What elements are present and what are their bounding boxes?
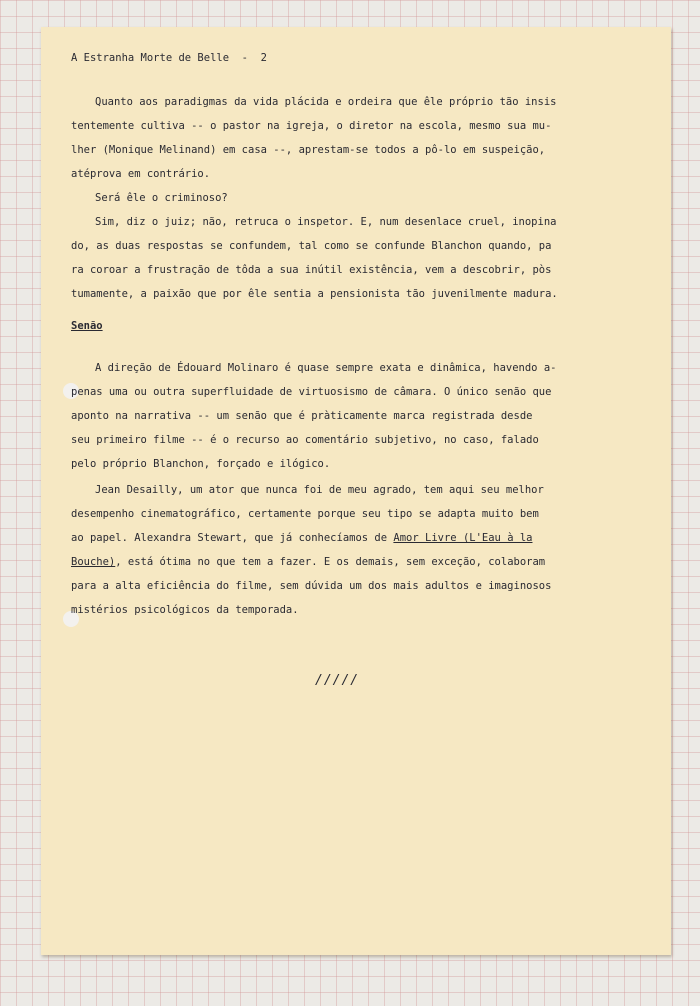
paragraph-4-line-1: Jean Desailly, um ator que nunca foi de meu agrado, tem aqui seu melhor bbox=[95, 484, 544, 496]
paragraph-4-line-3-text: ao papel. Alexandra Stewart, que já conhecíamos de bbox=[71, 532, 394, 544]
paragraph-2-line-3: ra coroar a frustração de tôda a sua inútil existência, vem a descobrir, pòs bbox=[71, 264, 552, 276]
paragraph-2-line-1: Sim, diz o juiz; não, retruca o inspetor. E, num desenlace cruel, inopina bbox=[95, 216, 557, 228]
paragraph-4-line-4-text: , está ótima no que tem a fazer. E os demais, sem exceção, colaboram bbox=[115, 556, 546, 568]
question-line: Será êle o criminoso? bbox=[95, 192, 228, 204]
paragraph-3-line-1: A direção de Édouard Molinaro é quase sempre exata e dinâmica, havendo a- bbox=[95, 362, 557, 374]
paragraph-3-line-3: aponto na narrativa -- um senão que é pràticamente marca registrada desde bbox=[71, 410, 533, 422]
paragraph-3-line-2: penas uma ou outra superfluidade de virtuosismo de câmara. O único senão que bbox=[71, 386, 552, 398]
page-header: A Estranha Morte de Belle - 2 bbox=[71, 52, 267, 64]
paragraph-3-line-4: seu primeiro filme -- é o recurso ao comentário subjetivo, no caso, falado bbox=[71, 434, 539, 446]
film-title-amor-livre: Amor Livre (L'Eau à la bbox=[393, 532, 533, 544]
paragraph-4-line-3 bbox=[71, 531, 532, 545]
paragraph-2-line-4: tumamente, a paixão que por êle sentia a pensionista tão juvenilmente madura. bbox=[71, 288, 558, 300]
paragraph-1-line-2: tentemente cultiva -- o pastor na igreja, o diretor na escola, mesmo sua mu- bbox=[71, 120, 552, 132]
paragraph-4-line-4 bbox=[71, 555, 545, 569]
end-mark: ///// bbox=[315, 673, 360, 688]
film-title-continued: Bouche) bbox=[71, 556, 116, 568]
paragraph-1-line-4: atéprova em contrário. bbox=[71, 168, 211, 180]
paragraph-4-line-2: desempenho cinematográfico, certamente porque seu tipo se adapta muito bem bbox=[71, 508, 539, 520]
paragraph-4-line-6: mistérios psicológicos da temporada. bbox=[71, 604, 299, 616]
paragraph-4-line-5: para a alta eficiência do filme, sem dúvida um dos mais adultos e imaginosos bbox=[71, 580, 552, 592]
section-heading: Senão bbox=[71, 320, 103, 332]
paragraph-1-line-1: Quanto aos paradigmas da vida plácida e ordeira que êle próprio tão insis bbox=[95, 96, 557, 108]
paragraph-2-line-2: do, as duas respostas se confundem, tal como se confunde Blanchon quando, pa bbox=[71, 240, 552, 252]
paragraph-3-line-5: pelo próprio Blanchon, forçado e ilógico. bbox=[71, 458, 331, 470]
typed-page bbox=[41, 27, 671, 955]
paragraph-1-line-3: lher (Monique Melinand) em casa --, aprestam-se todos a pô-lo em suspeição, bbox=[71, 144, 546, 156]
